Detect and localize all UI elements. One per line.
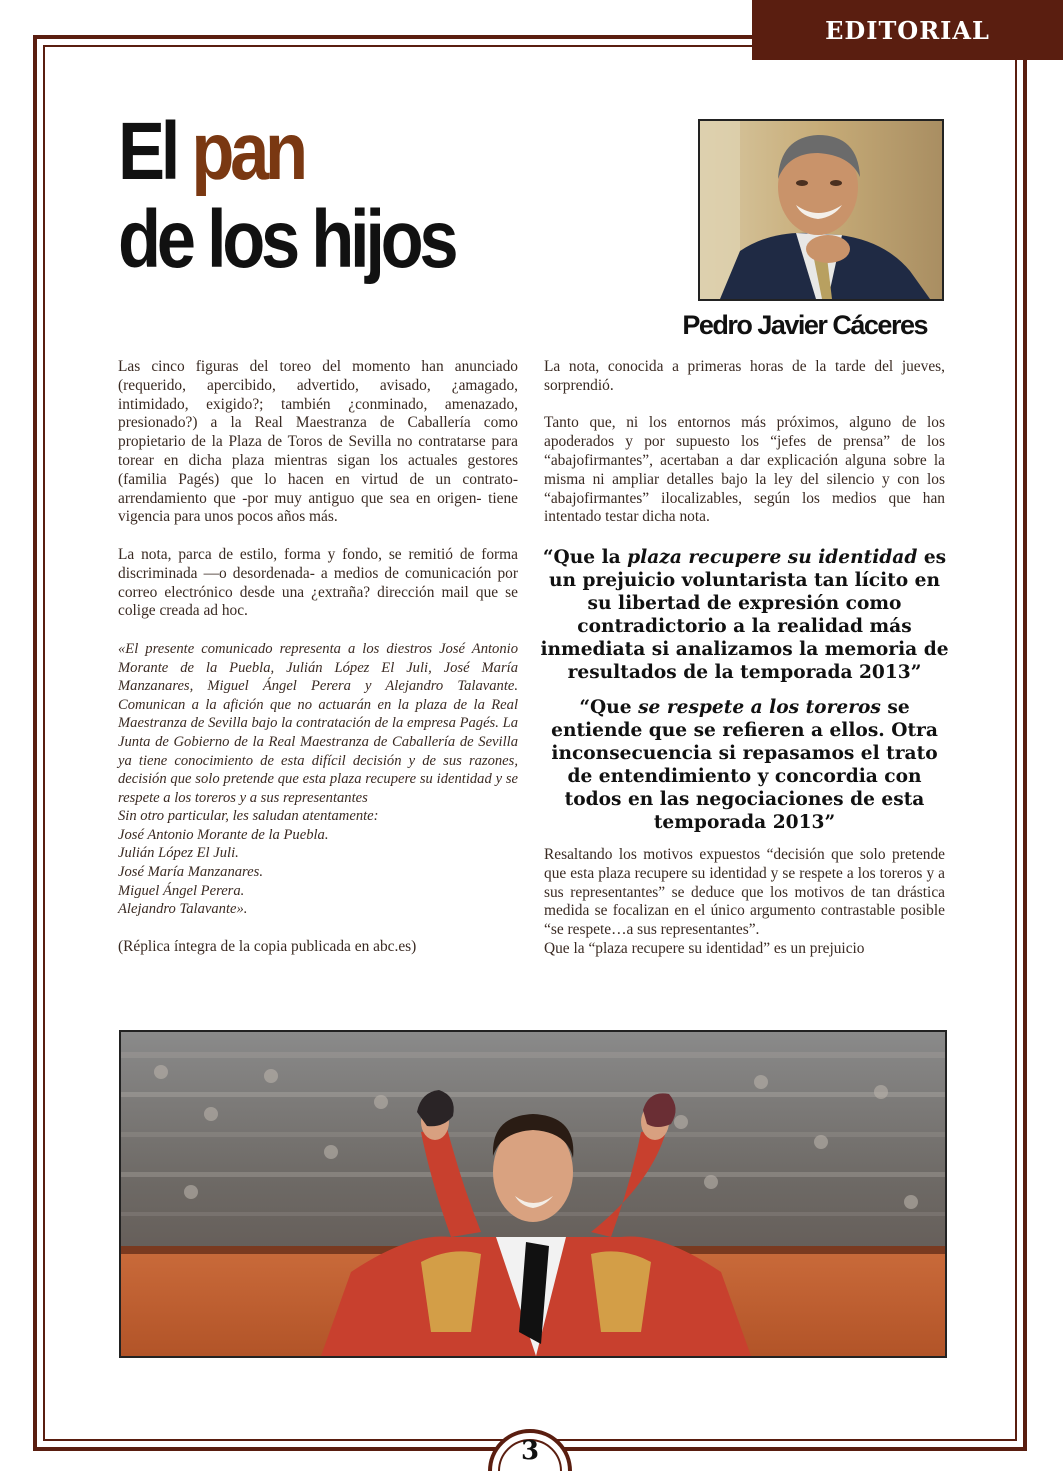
pull-quote-text: “Que la	[542, 546, 628, 568]
quote-signature: José Antonio Morante de la Puebla.	[118, 826, 329, 843]
quote-signature: Miguel Ángel Perera.	[118, 882, 245, 899]
quote-signature: Alejandro Talavante».	[118, 901, 248, 918]
quote-line: Sin otro particular, les saludan atentamente:	[118, 808, 379, 825]
paragraph: Tanto que, ni los entornos más próximos, alguno de los apoderados y por supuesto los “jefes de prensa” de los “abajofirmantes”, acertaban a dar explicación alguna sobre la misma ni ampliar detalles bajo la ley del silencio y con los “abajofirmantes” ilocalizables, según los medios que han intentado testar dicha nota.	[544, 414, 945, 526]
article-headline	[118, 108, 454, 284]
right-column	[540, 358, 949, 959]
pull-quote-emphasis: se respete a los toreros	[638, 696, 881, 718]
pull-quote-text: “Que	[579, 696, 639, 718]
paragraph: Que la “plaza recupere su identidad” es un prejuicio	[544, 939, 865, 957]
author-byline: Pedro Javier Cáceres	[682, 310, 927, 340]
section-label: EDITORIAL	[752, 0, 1063, 60]
headline-word: El	[118, 106, 192, 197]
pull-quote-emphasis: plaza recupere su identidad	[627, 546, 918, 568]
pull-quote	[540, 696, 949, 834]
paragraph: Resaltando los motivos expuestos “decisión que solo pretende que esta plaza recupere su identidad y se respete a los toreros y a sus representantes” se deduce que los motivos de tan drástica medida se focalizan en el único argumento contrastable posible “se respete…a sus representantes”.	[544, 845, 945, 939]
headline-line-2: de los hijos	[118, 194, 455, 285]
quoted-statement	[118, 640, 518, 919]
paragraph: Las cinco figuras del toreo del momento han anunciado (requerido, apercibido, advertido, avisado, ¿amagado, intimidado, exigido?; también ¿conminado, amenazado, presionado?) a la Real Maestranza de Caballería como propietario de la Plaza de Toros de Sevilla no contratarse para torear en dicha plaza mientras sigan los actuales gestores (familia Pagés) que lo hacen en virtud de un contrato-arrendamiento que -por muy antiguo que sea en origen- tiene vigencia para unos pocos años más.	[118, 358, 518, 526]
portrait-photo-icon	[700, 121, 942, 299]
source-note: (Réplica íntegra de la copia publicada en abc.es)	[118, 937, 417, 955]
page-number: 3	[520, 1436, 540, 1466]
bullfighter-photo	[119, 1030, 947, 1358]
pull-quote-text: es un prejuicio voluntarista tan lícito en su libertad de expresión como contradictorio a la realidad más inmediata si analizamos la memoria de resultados de la temporada 2013”	[540, 546, 949, 683]
left-column	[118, 358, 518, 956]
pull-quote	[540, 546, 949, 684]
headline-accent-word: pan	[191, 106, 304, 197]
paragraph: La nota, conocida a primeras horas de la tarde del jueves, sorprendió.	[544, 358, 945, 394]
quote-signature: Julián López El Juli.	[118, 845, 239, 862]
author-portrait	[698, 119, 944, 301]
quote-signature: José María Manzanares.	[118, 864, 263, 881]
quote-body: «El presente comunicado representa a los diestros José Antonio Morante de la Puebla, Julián López El Juli, José María Manzanares, Miguel Ángel Perera y Alejandro Talavante. Comunican a la afición que no actuarán en la plaza de la Real Maestranza de Sevilla bajo la contratación de la empresa Pagés. La Junta de Gobierno de la Real Maestranza de Caballería de Sevilla ya tiene conocimiento de esta difícil decisión y de sus razones, decisión que solo pretende que esta plaza recupere su identidad y se respete a los toreros y a sus representantes	[118, 640, 518, 806]
bullfighter-photo-icon	[121, 1032, 945, 1356]
pull-quote-text: se entiende que se refieren a ellos. Otra inconsecuencia si repasamos el trato de entendimiento y concordia con todos en las negociaciones de esta temporada 2013”	[551, 696, 938, 833]
paragraph: La nota, parca de estilo, forma y fondo, se remitió de forma discriminada —o desordenada- a medios de comunicación por correo electrónico desde una ¿extraña? dirección mail que se colige creada ad hoc.	[118, 545, 518, 620]
